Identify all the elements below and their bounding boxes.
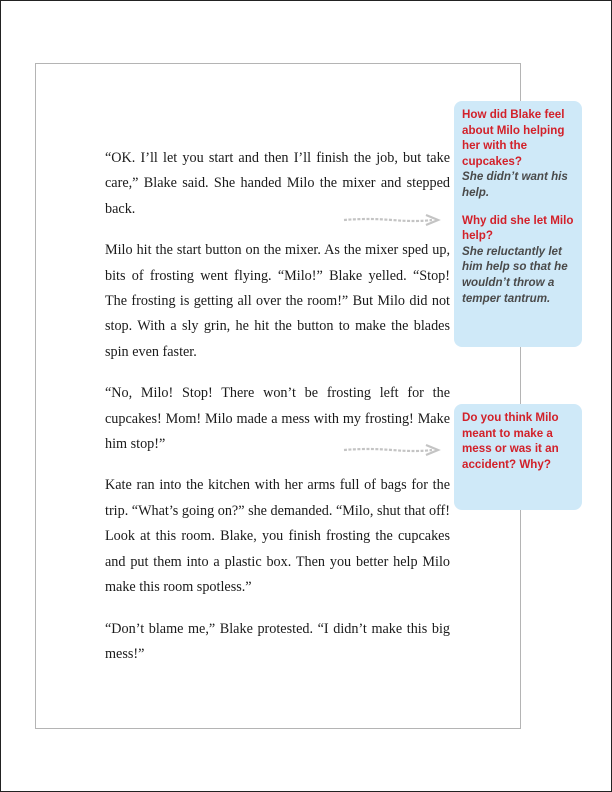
pointer-arrow-icon (342, 214, 442, 226)
story-text (105, 146, 450, 683)
story-paragraph: “Don’t blame me,” Blake protested. “I didn’t make this big mess!” (105, 620, 450, 662)
margin-answer: She didn’t want his help. (462, 170, 568, 199)
story-paragraph: “No, Milo! Stop! There won’t be frosting left for the cupcakes! Mom! Milo made a mess with my frosting! Make him stop!” (105, 385, 450, 453)
margin-question: Do you think Milo meant to make a mess or was it an accident? Why? (462, 411, 559, 471)
margin-note-1 (454, 101, 582, 347)
margin-question: How did Blake feel about Milo helping her with the cupcakes? (462, 108, 565, 168)
margin-question: Why did she let Milo help? (462, 213, 574, 243)
pointer-arrow-icon (342, 444, 442, 456)
story-paragraph: Kate ran into the kitchen with her arms full of bags for the trip. “What’s going on?” she demanded. “Milo, shut that off! Look at this room. Blake, you finish frosting the cupcakes and put them into a plastic box. Then you better help Milo make this room spotless.” (105, 477, 450, 596)
story-paragraph: “OK. I’ll let you start and then I’ll finish the job, but take care,” Blake said. She handed Milo the mixer and stepped back. (105, 150, 450, 217)
story-paragraph: Milo hit the start button on the mixer. As the mixer sped up, bits of frosting went flying. “Milo!” Blake yelled. “Stop! The frosting is getting all over the room!” But Milo did not stop. With a sly grin, he hit the button to make the blades spin even faster. (105, 242, 450, 360)
margin-note-2 (454, 404, 582, 510)
margin-answer: She reluctantly let him help so that he wouldn’t throw a temper tantrum. (462, 244, 568, 305)
